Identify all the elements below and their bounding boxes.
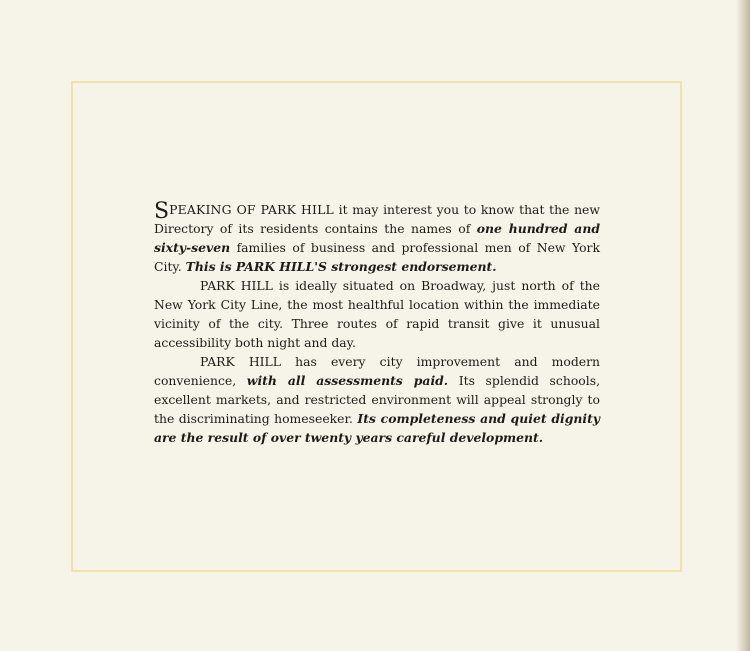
paragraph-1-emphasis-b: This is PARK HILL'S strongest endorsement. [185, 259, 497, 274]
paragraph-2-text: PARK HILL is ideally situated on Broadway, just north of the New York City Line, the most healthful location within the immediate vicinity of the city. Three routes of rapid transit give it unusual accessibility both night and day. [154, 278, 600, 350]
paragraph-1-text-b: families of business and professional men of New York City. [154, 240, 600, 274]
paragraph-3-emphasis-b: Its completeness and quiet dignity are the result of over twenty years careful development. [154, 411, 600, 445]
paragraph-1 [154, 200, 600, 276]
page-edge-shadow [736, 0, 750, 651]
body-text [154, 200, 600, 447]
paragraph-3 [154, 352, 600, 447]
paragraph-3-emphasis-a: with all assessments paid. [246, 373, 449, 388]
drop-cap: S [154, 199, 170, 224]
paragraph-1-emphasis-a: one hundred and sixty-seven [154, 221, 600, 255]
paragraph-2 [154, 276, 600, 352]
lead-in-caps: PEAKING OF PARK HILL [169, 202, 334, 217]
paragraph-3-text-a: PARK HILL has every city improvement and modern convenience, [154, 354, 600, 388]
paragraph-3-text-b: Its splendid schools, excellent markets, and restricted environment will appeal strongly to the discriminating homeseeker. [154, 373, 601, 426]
paragraph-1-text-a: it may interest you to know that the new Directory of its residents contains the names of [154, 202, 600, 236]
